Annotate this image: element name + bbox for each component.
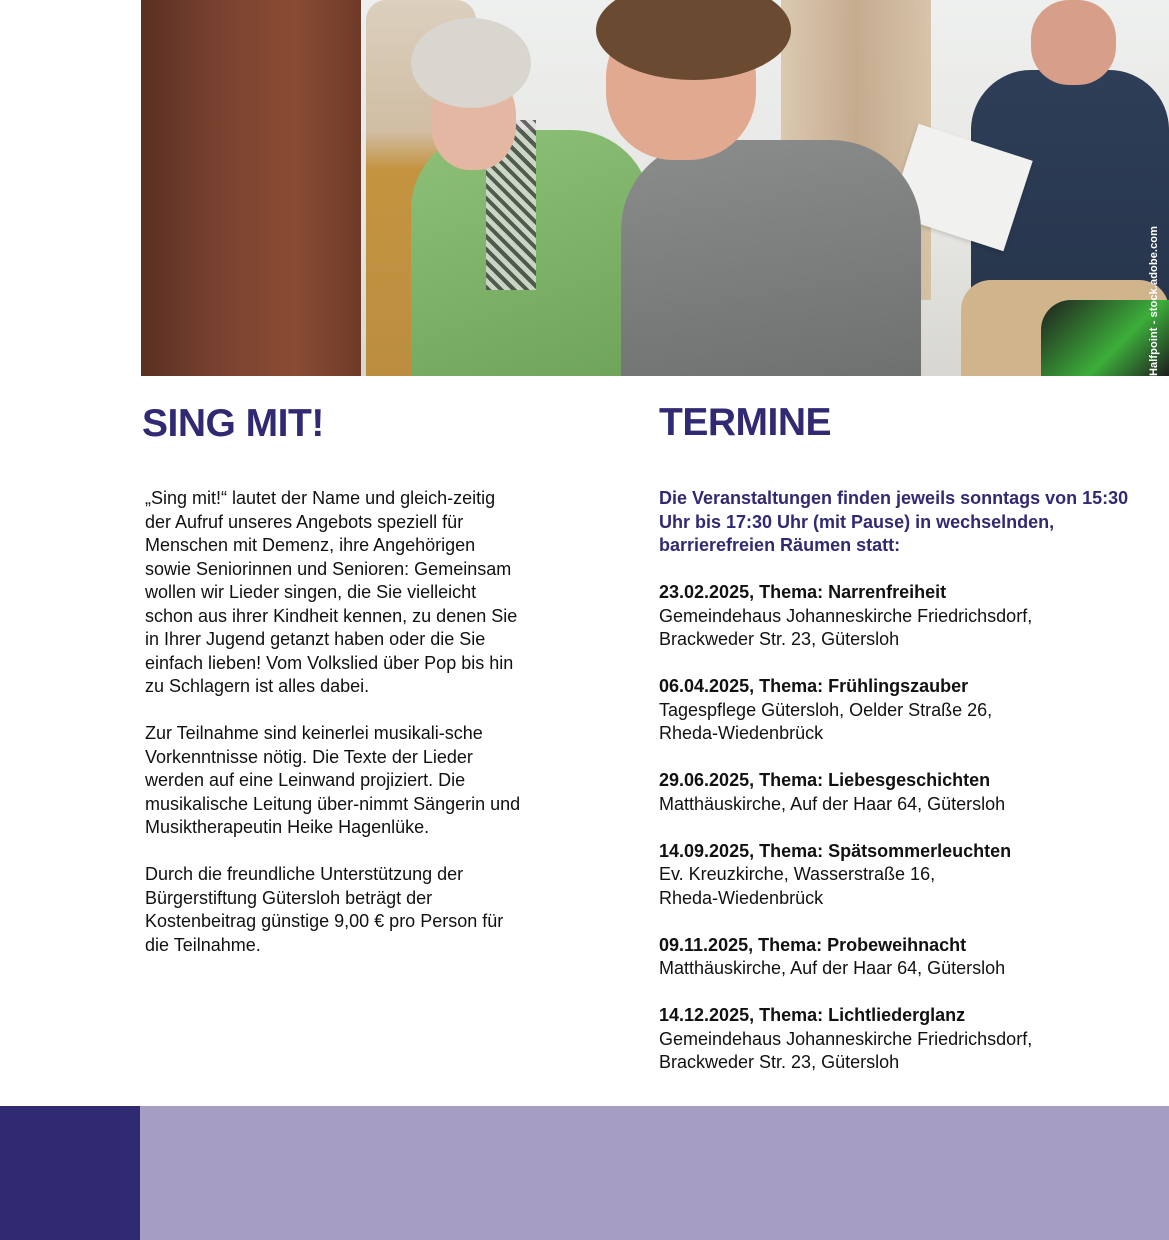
event-location: Matthäuskirche, Auf der Haar 64, Gütersloh xyxy=(659,958,1006,978)
photo-piano xyxy=(141,0,361,376)
event-location: Gemeindehaus Johanneskirche Friedrichsdorf, xyxy=(659,1028,1033,1049)
event-title: 14.12.2025, Thema: Lichtliederglanz xyxy=(659,1005,966,1025)
description-column xyxy=(145,487,525,981)
event-item xyxy=(659,934,1129,981)
event-location: Tagespflege Gütersloh, Oelder Straße 26, xyxy=(659,699,993,720)
event-item xyxy=(659,840,1129,911)
event-title: 09.11.2025, Thema: Probeweihnacht xyxy=(659,934,967,955)
photo-older-man-face xyxy=(1031,0,1116,85)
footer-band xyxy=(140,1106,1169,1240)
photo-woman-hair xyxy=(411,18,531,108)
event-item xyxy=(659,675,1129,746)
termine-heading: TERMINE xyxy=(659,401,831,444)
event-item xyxy=(659,581,1129,652)
event-title: 23.02.2025, Thema: Narrenfreiheit xyxy=(659,582,947,602)
event-title: 14.09.2025, Thema: Spätsommerleuchten xyxy=(659,840,1012,861)
event-title: 29.06.2025, Thema: Liebesgeschichten xyxy=(659,770,991,790)
event-title: 06.04.2025, Thema: Frühlingszauber xyxy=(659,676,969,696)
event-location: Brackweder Str. 23, Gütersloh xyxy=(659,629,900,649)
event-item xyxy=(659,769,1129,816)
event-location: Ev. Kreuzkirche, Wasserstraße 16, xyxy=(659,864,936,884)
photo-young-man-shirt xyxy=(621,140,921,376)
event-location: Rheda-Wiedenbrück xyxy=(659,723,824,743)
description-paragraph: Zur Teilnahme sind keinerlei musikali-sche Vorkenntnisse nötig. Die Texte der Lieder werden auf eine Leinwand projiziert. Die musikalische Leitung über-nimmt Sängerin und Musiktherapeutin Heike Hagenlüke. xyxy=(145,723,521,837)
event-location: Matthäuskirche, Auf der Haar 64, Gütersloh xyxy=(659,793,1006,814)
event-location: Brackweder Str. 23, Gütersloh xyxy=(659,1052,900,1072)
event-location: Gemeindehaus Johanneskirche Friedrichsdorf, xyxy=(659,605,1033,626)
events-column xyxy=(659,487,1129,1098)
description-paragraph: „Sing mit!“ lautet der Name und gleich-zeitig der Aufruf unseres Angebots speziell für Menschen mit Demenz, ihre Angehörigen sowie Seniorinnen und Senioren: Gemeinsam wollen wir Lieder singen, die Sie vielleicht schon aus ihrer Kindheit kennen, zu denen Sie in Ihrer Jugend getanzt haben oder die Sie einfach lieben! Vom Volkslied über Pop bis hin zu Schlagern ist alles dabei. xyxy=(145,488,518,696)
event-location: Rheda-Wiedenbrück xyxy=(659,887,824,908)
description-paragraph: Durch die freundliche Unterstützung der Bürgerstiftung Gütersloh beträgt der Kostenbeitrag günstige 9,00 € pro Person für die Teilnahme. xyxy=(145,864,504,955)
footer-accent-block xyxy=(0,1106,140,1240)
events-intro: Die Veranstaltungen finden jeweils sonntags von 15:30 Uhr bis 17:30 Uhr (mit Pause) in wechselnden, barrierefreien Räumen statt: xyxy=(659,488,1129,555)
hero-photo xyxy=(141,0,1169,376)
sing-mit-heading: SING MIT! xyxy=(142,402,324,445)
event-item xyxy=(659,1004,1129,1075)
photo-credit: Halfpoint - stock.adobe.com xyxy=(1148,226,1160,376)
